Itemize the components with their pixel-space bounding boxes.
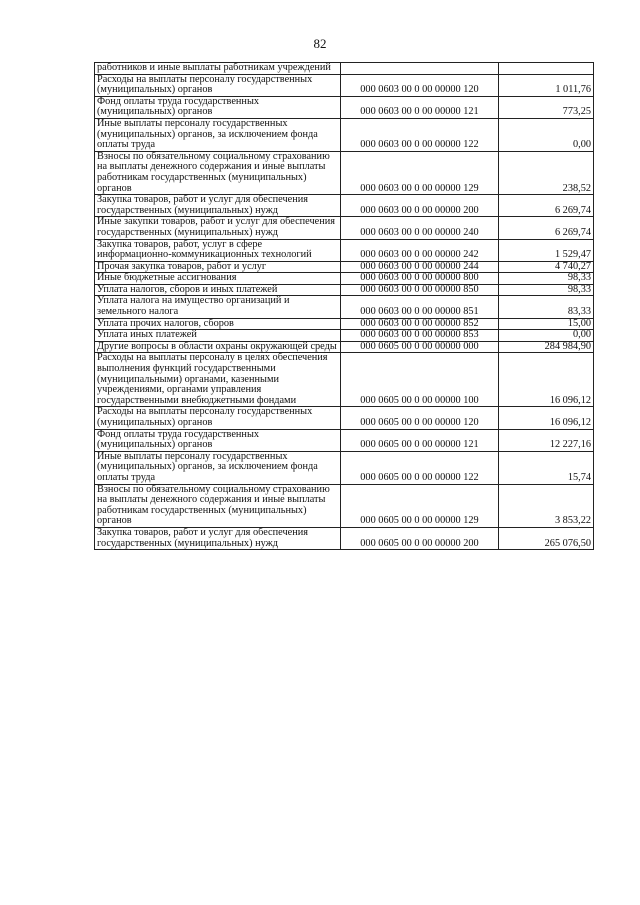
row-name-cell: Фонд оплаты труда государственных (муниципальных) органов <box>95 96 341 118</box>
row-name-cell: Закупка товаров, работ и услуг для обеспечения государственных (муниципальных) нужд <box>95 195 341 217</box>
row-name-cell: Иные выплаты персоналу государственных (муниципальных) органов, за исключением фонда оплаты труда <box>95 118 341 151</box>
row-code-cell: 000 0605 00 0 00 00000 100 <box>341 353 499 407</box>
row-amount-cell: 1 011,76 <box>499 74 594 96</box>
table-row <box>95 284 594 296</box>
row-code-cell: 000 0603 00 0 00 00000 242 <box>341 239 499 261</box>
row-amount-cell: 4 740,27 <box>499 261 594 273</box>
table-row <box>95 195 594 217</box>
row-code-cell: 000 0605 00 0 00 00000 122 <box>341 451 499 484</box>
row-name-cell: работников и иные выплаты работникам учреждений <box>95 63 341 75</box>
row-code-cell: 000 0603 00 0 00 00000 850 <box>341 284 499 296</box>
row-code-cell: 000 0603 00 0 00 00000 853 <box>341 330 499 342</box>
row-name-cell: Фонд оплаты труда государственных (муниципальных) органов <box>95 429 341 451</box>
row-amount-cell: 6 269,74 <box>499 217 594 239</box>
table-row <box>95 239 594 261</box>
row-amount-cell: 98,33 <box>499 284 594 296</box>
row-amount-cell: 265 076,50 <box>499 527 594 549</box>
row-amount-cell <box>499 63 594 75</box>
row-name-cell: Иные бюджетные ассигнования <box>95 273 341 285</box>
row-code-cell: 000 0603 00 0 00 00000 200 <box>341 195 499 217</box>
row-amount-cell: 1 529,47 <box>499 239 594 261</box>
row-code-cell: 000 0605 00 0 00 00000 121 <box>341 429 499 451</box>
row-name-cell: Закупка товаров, работ, услуг в сфере информационно-коммуникационных технологий <box>95 239 341 261</box>
row-code-cell: 000 0603 00 0 00 00000 800 <box>341 273 499 285</box>
row-amount-cell: 15,00 <box>499 318 594 330</box>
row-amount-cell: 6 269,74 <box>499 195 594 217</box>
table-row <box>95 318 594 330</box>
row-name-cell: Иные выплаты персоналу государственных (муниципальных) органов, за исключением фонда оплаты труда <box>95 451 341 484</box>
row-amount-cell: 16 096,12 <box>499 353 594 407</box>
table-row <box>95 429 594 451</box>
row-code-cell: 000 0603 00 0 00 00000 244 <box>341 261 499 273</box>
table-row <box>95 217 594 239</box>
page-number: 82 <box>313 36 327 51</box>
row-code-cell: 000 0603 00 0 00 00000 122 <box>341 118 499 151</box>
row-code-cell: 000 0603 00 0 00 00000 240 <box>341 217 499 239</box>
table-row <box>95 63 594 75</box>
row-code-cell: 000 0605 00 0 00 00000 000 <box>341 341 499 353</box>
row-amount-cell: 98,33 <box>499 273 594 285</box>
table-row <box>95 330 594 342</box>
table-row <box>95 353 594 407</box>
table-row <box>95 527 594 549</box>
row-code-cell: 000 0605 00 0 00 00000 129 <box>341 484 499 527</box>
budget-table-body <box>95 63 594 550</box>
table-row <box>95 273 594 285</box>
table-row <box>95 261 594 273</box>
table-row <box>95 151 594 194</box>
row-amount-cell: 0,00 <box>499 330 594 342</box>
row-code-cell: 000 0603 00 0 00 00000 129 <box>341 151 499 194</box>
row-name-cell: Другие вопросы в области охраны окружающей среды <box>95 341 341 353</box>
row-amount-cell: 3 853,22 <box>499 484 594 527</box>
row-name-cell: Иные закупки товаров, работ и услуг для обеспечения государственных (муниципальных) нужд <box>95 217 341 239</box>
row-name-cell: Уплата прочих налогов, сборов <box>95 318 341 330</box>
row-name-cell: Уплата иных платежей <box>95 330 341 342</box>
table-row <box>95 407 594 429</box>
row-code-cell: 000 0605 00 0 00 00000 200 <box>341 527 499 549</box>
row-name-cell: Уплата налогов, сборов и иных платежей <box>95 284 341 296</box>
row-code-cell: 000 0603 00 0 00 00000 121 <box>341 96 499 118</box>
row-amount-cell: 238,52 <box>499 151 594 194</box>
row-name-cell: Взносы по обязательному социальному страхованию на выплаты денежного содержания и иные выплаты работникам государственных (муниципальных) органов <box>95 484 341 527</box>
table-row <box>95 341 594 353</box>
row-name-cell: Взносы по обязательному социальному страхованию на выплаты денежного содержания и иные выплаты работникам государственных (муниципальных) органов <box>95 151 341 194</box>
row-code-cell: 000 0603 00 0 00 00000 852 <box>341 318 499 330</box>
table-row <box>95 74 594 96</box>
row-code-cell: 000 0603 00 0 00 00000 120 <box>341 74 499 96</box>
row-name-cell: Расходы на выплаты персоналу государственных (муниципальных) органов <box>95 74 341 96</box>
row-code-cell: 000 0605 00 0 00 00000 120 <box>341 407 499 429</box>
row-name-cell: Закупка товаров, работ и услуг для обеспечения государственных (муниципальных) нужд <box>95 527 341 549</box>
table-row <box>95 96 594 118</box>
row-amount-cell: 16 096,12 <box>499 407 594 429</box>
row-name-cell: Расходы на выплаты персоналу государственных (муниципальных) органов <box>95 407 341 429</box>
table-row <box>95 451 594 484</box>
row-name-cell: Уплата налога на имущество организаций и земельного налога <box>95 296 341 318</box>
row-name-cell: Прочая закупка товаров, работ и услуг <box>95 261 341 273</box>
row-name-cell: Расходы на выплаты персоналу в целях обеспечения выполнения функций государственными (муниципальными) органами, казенными учреждениями, органами управления государственными внебюджетными фондами <box>95 353 341 407</box>
row-amount-cell: 773,25 <box>499 96 594 118</box>
table-row <box>95 118 594 151</box>
row-amount-cell: 15,74 <box>499 451 594 484</box>
table-row <box>95 296 594 318</box>
budget-table <box>94 62 594 550</box>
row-amount-cell: 12 227,16 <box>499 429 594 451</box>
row-amount-cell: 83,33 <box>499 296 594 318</box>
table-row <box>95 484 594 527</box>
row-amount-cell: 284 984,90 <box>499 341 594 353</box>
row-amount-cell: 0,00 <box>499 118 594 151</box>
row-code-cell: 000 0603 00 0 00 00000 851 <box>341 296 499 318</box>
row-code-cell <box>341 63 499 75</box>
